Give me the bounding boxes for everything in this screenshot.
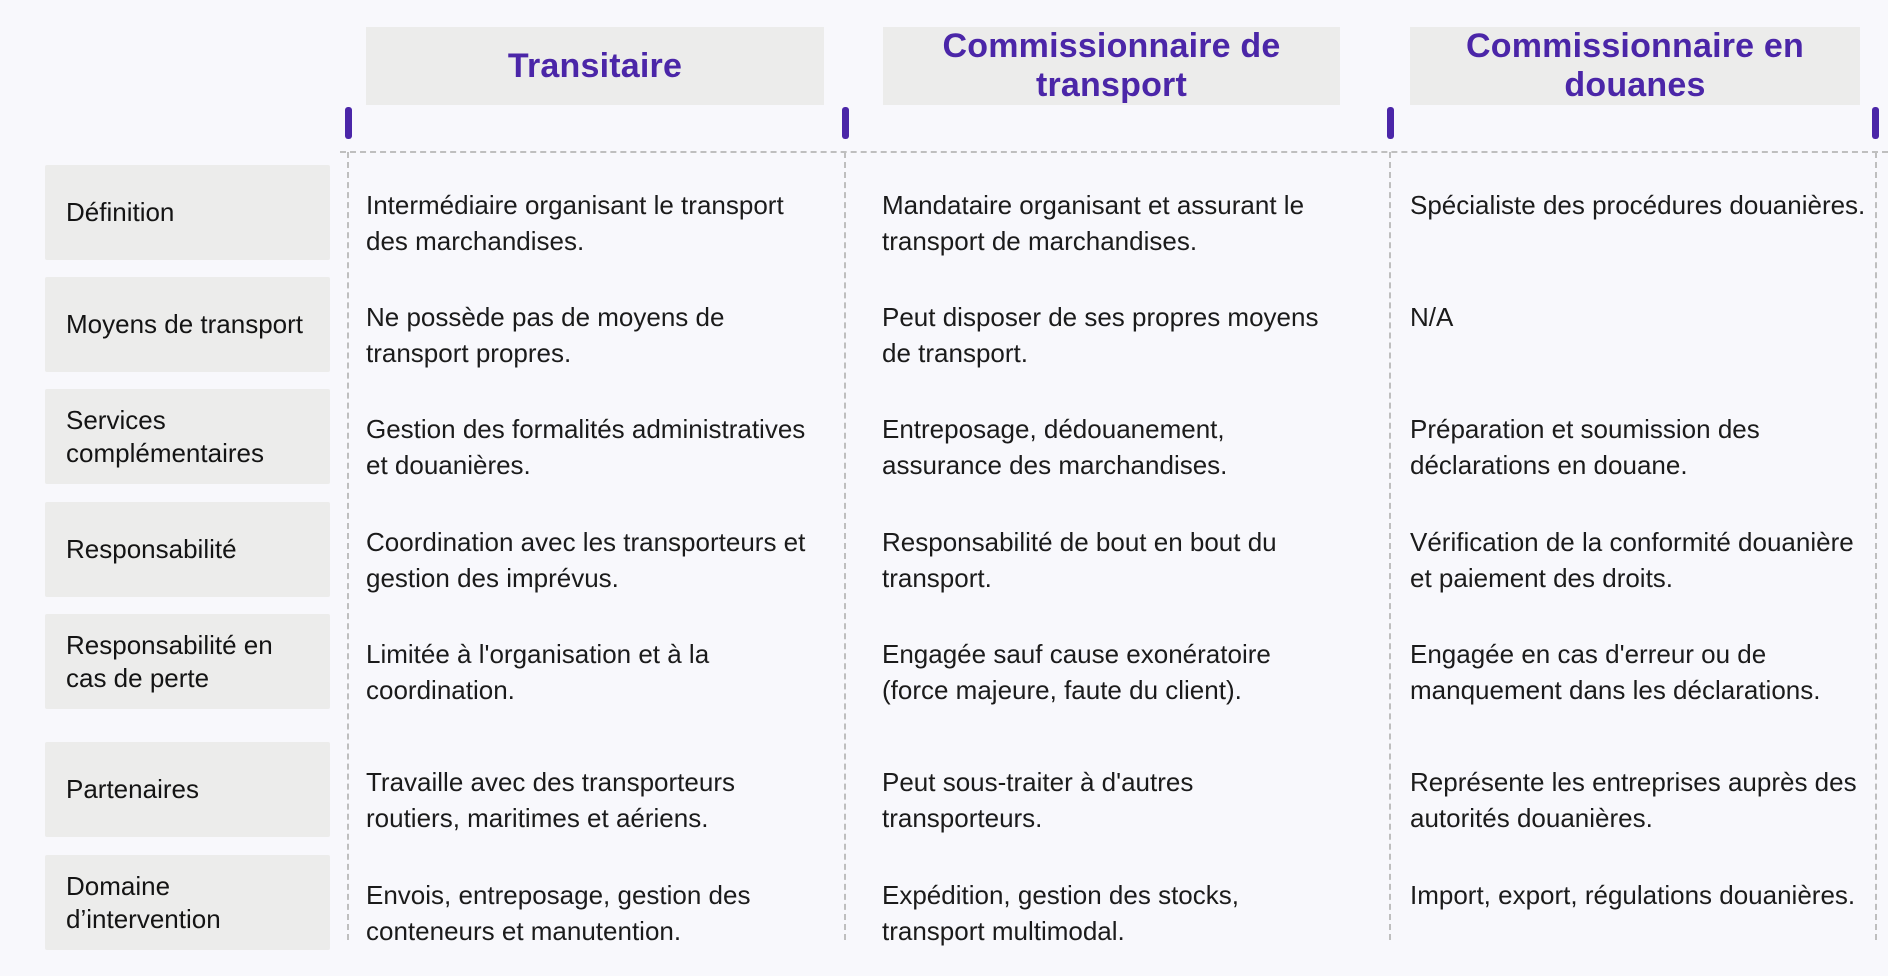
dashed-grid-line-vertical — [1875, 152, 1877, 940]
column-header-transitaire: Transitaire — [366, 27, 824, 105]
table-cell: Intermédiaire organisant le transport des marchandises. — [366, 190, 784, 256]
table-cell: Représente les entreprises auprès des autorités douanières. — [1410, 767, 1857, 833]
row-label-moyens-de-transport: Moyens de transport — [45, 277, 330, 372]
column-tick — [1872, 107, 1879, 139]
table-cell: Mandataire organisant et assurant le transport de marchandises. — [882, 190, 1305, 256]
table-cell: Vérification de la conformité douanière et paiement des droits. — [1410, 527, 1854, 593]
column-tick — [842, 107, 849, 139]
table-cell: Préparation et soumission des déclarations en douane. — [1410, 414, 1760, 480]
table-cell: Coordination avec les transporteurs et gestion des imprévus. — [366, 527, 806, 593]
table-cell: Entreposage, dédouanement, assurance des marchandises. — [882, 414, 1228, 480]
table-cell: Import, export, régulations douanières. — [1410, 880, 1856, 910]
table-cell: Spécialiste des procédures douanières. — [1410, 190, 1866, 220]
table-cell: Responsabilité de bout en bout du transport. — [882, 527, 1277, 593]
table-cell: Expédition, gestion des stocks, transport multimodal. — [882, 880, 1239, 946]
dashed-grid-line-vertical — [844, 152, 846, 940]
column-header-commissionnaire-en-douanes: Commissionnaire en douanes — [1410, 27, 1860, 105]
dashed-grid-line-vertical — [347, 152, 349, 940]
row-label-services-complementaires: Services complémentaires — [45, 389, 330, 484]
row-label-responsabilite: Responsabilité — [45, 502, 330, 597]
table-cell: Limitée à l'organisation et à la coordination. — [366, 639, 710, 705]
dashed-grid-line-horizontal — [340, 151, 1888, 153]
column-tick — [1387, 107, 1394, 139]
table-cell: Engagée en cas d'erreur ou de manquement dans les déclarations. — [1410, 639, 1821, 705]
dashed-grid-line-vertical — [1389, 152, 1391, 940]
row-label-definition: Définition — [45, 165, 330, 260]
column-tick — [345, 107, 352, 139]
table-cell: N/A — [1410, 302, 1454, 332]
row-label-domaine-d-intervention: Domaine d’intervention — [45, 855, 330, 950]
row-label-partenaires: Partenaires — [45, 742, 330, 837]
table-cell: Travaille avec des transporteurs routiers, maritimes et aériens. — [366, 767, 735, 833]
table-cell: Peut disposer de ses propres moyens de transport. — [882, 302, 1319, 368]
table-cell: Peut sous-traiter à d'autres transporteurs. — [882, 767, 1194, 833]
table-cell: Envois, entreposage, gestion des conteneurs et manutention. — [366, 880, 751, 946]
row-label-responsabilite-en-cas-de-perte: Responsabilité en cas de perte — [45, 614, 330, 709]
column-header-commissionnaire-de-transport: Commissionnaire de transport — [883, 27, 1340, 105]
table-cell: Engagée sauf cause exonératoire (force majeure, faute du client). — [882, 639, 1271, 705]
table-cell: Ne possède pas de moyens de transport propres. — [366, 302, 725, 368]
table-cell: Gestion des formalités administratives et douanières. — [366, 414, 806, 480]
